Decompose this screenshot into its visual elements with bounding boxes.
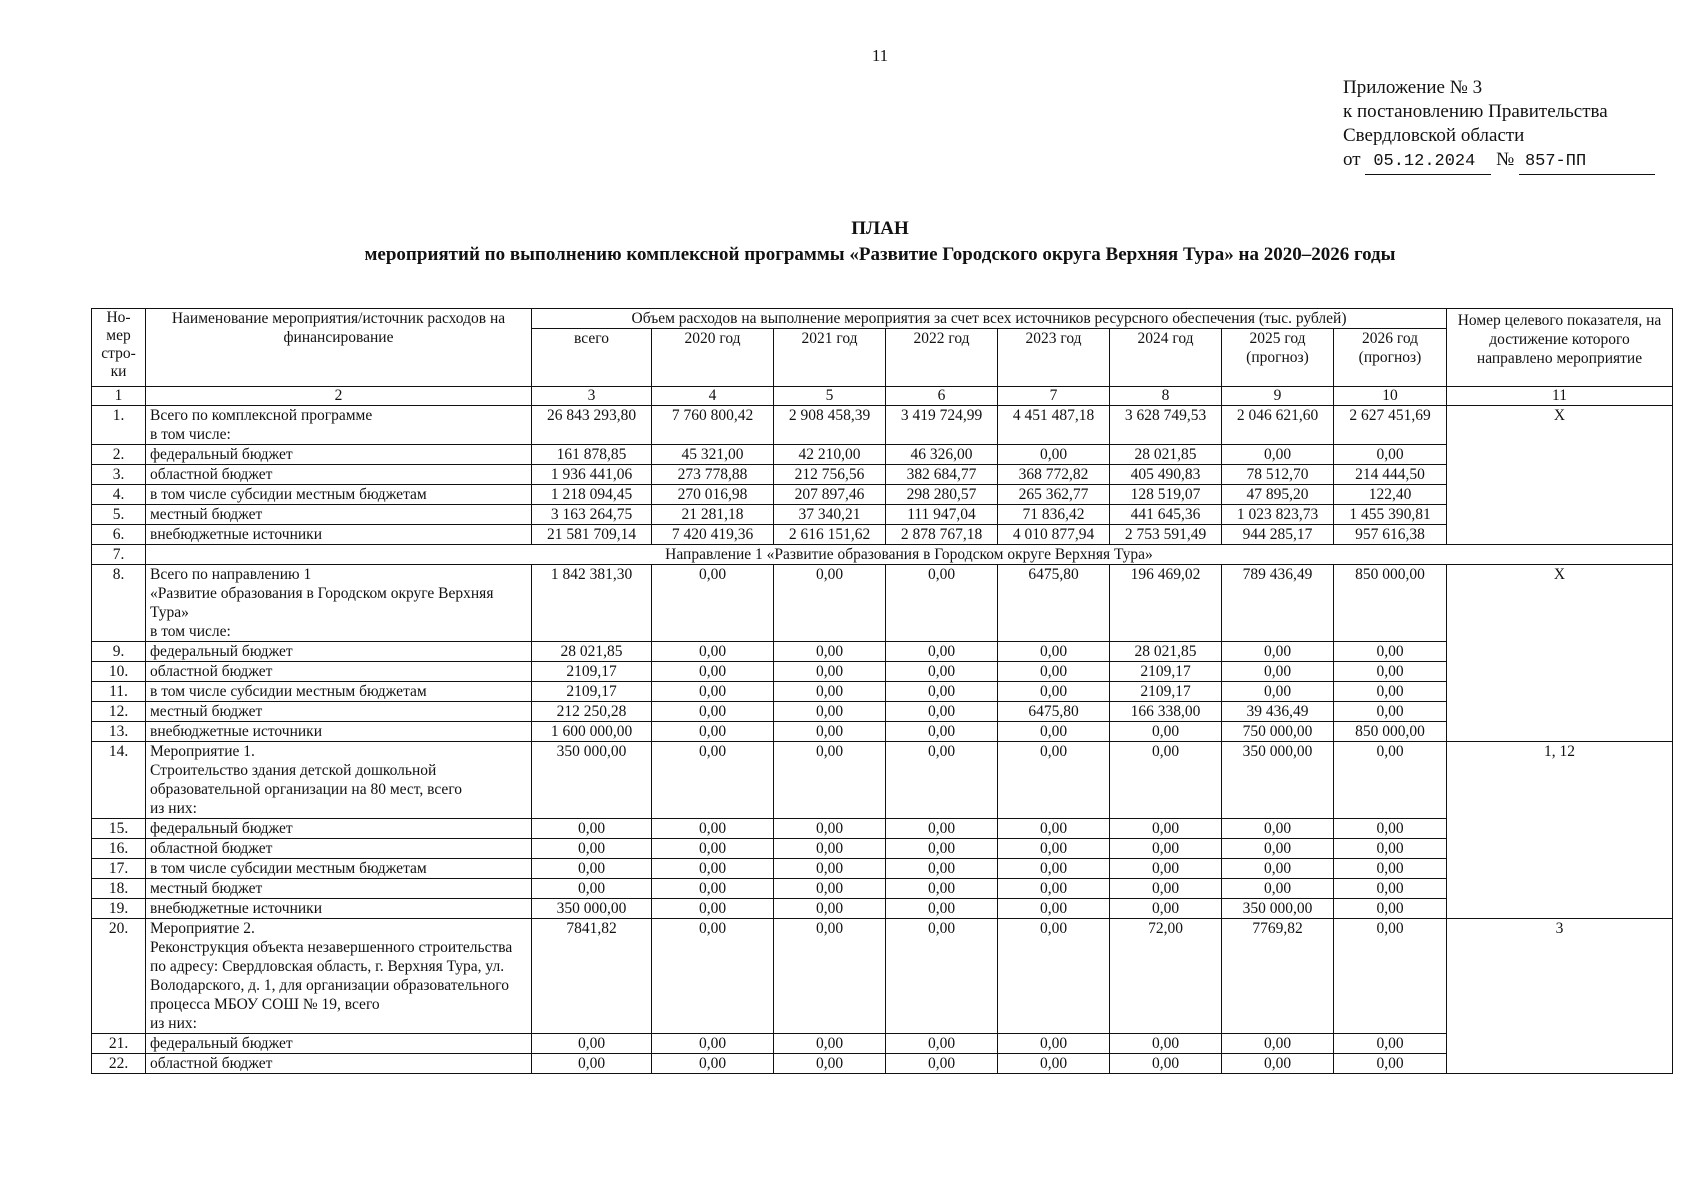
page-number: 11 <box>871 46 889 65</box>
amount-cell: 1 936 441,06 <box>532 465 652 485</box>
item-name-cell: Всего по комплексной программе в том числе: <box>146 406 532 445</box>
row-number-cell: 15. <box>92 819 146 839</box>
amount-cell: 0,00 <box>1334 662 1447 682</box>
amount-cell: 21 281,18 <box>652 505 774 525</box>
row-number-cell: 2. <box>92 445 146 465</box>
column-index-cell: 7 <box>998 387 1110 406</box>
table-row <box>92 406 1673 445</box>
amount-cell: 0,00 <box>652 662 774 682</box>
appendix-line-1: Приложение № 3 <box>1343 77 1483 98</box>
header-year-2020: 2020 год <box>652 329 774 387</box>
amount-cell: 0,00 <box>1334 445 1447 465</box>
row-number-cell: 6. <box>92 525 146 545</box>
amount-cell: 0,00 <box>998 859 1110 879</box>
amount-cell: 273 778,88 <box>652 465 774 485</box>
table-row <box>92 1034 1673 1054</box>
item-name-cell: федеральный бюджет <box>146 1034 532 1054</box>
amount-cell: 350 000,00 <box>532 899 652 919</box>
row-number-cell: 20. <box>92 919 146 1034</box>
amount-cell: 0,00 <box>886 565 998 642</box>
amount-cell: 72,00 <box>1110 919 1222 1034</box>
target-indicator-cell: Х <box>1447 406 1673 545</box>
table-row <box>92 525 1673 545</box>
amount-cell: 7769,82 <box>1222 919 1334 1034</box>
amount-cell: 196 469,02 <box>1110 565 1222 642</box>
amount-cell: 0,00 <box>1334 859 1447 879</box>
header-year-2025: 2025 год (прогноз) <box>1222 329 1334 387</box>
amount-cell: 0,00 <box>774 919 886 1034</box>
amount-cell: 0,00 <box>652 1034 774 1054</box>
row-number-cell: 17. <box>92 859 146 879</box>
amount-cell: 0,00 <box>1110 1034 1222 1054</box>
amount-cell: 0,00 <box>652 839 774 859</box>
column-index-cell: 3 <box>532 387 652 406</box>
amount-cell: 4 451 487,18 <box>998 406 1110 445</box>
column-index-cell: 5 <box>774 387 886 406</box>
amount-cell: 405 490,83 <box>1110 465 1222 485</box>
row-number-cell: 13. <box>92 722 146 742</box>
amount-cell: 0,00 <box>998 1034 1110 1054</box>
amount-cell: 0,00 <box>532 839 652 859</box>
amount-cell: 0,00 <box>774 642 886 662</box>
amount-cell: 0,00 <box>1334 839 1447 859</box>
amount-cell: 0,00 <box>774 1054 886 1074</box>
amount-cell: 21 581 709,14 <box>532 525 652 545</box>
amount-cell: 7841,82 <box>532 919 652 1034</box>
table-row <box>92 545 1673 565</box>
amount-cell: 0,00 <box>1334 919 1447 1034</box>
plan-table <box>91 308 1673 1074</box>
amount-cell: 0,00 <box>998 722 1110 742</box>
item-name-cell: местный бюджет <box>146 702 532 722</box>
amount-cell: 0,00 <box>1222 445 1334 465</box>
amount-cell: 28 021,85 <box>532 642 652 662</box>
header-year-2024: 2024 год <box>1110 329 1222 387</box>
item-name-cell: в том числе субсидии местным бюджетам <box>146 859 532 879</box>
table-row <box>92 919 1673 1034</box>
amount-cell: 122,40 <box>1334 485 1447 505</box>
amount-cell: 382 684,77 <box>886 465 998 485</box>
amount-cell: 0,00 <box>652 565 774 642</box>
amount-cell: 42 210,00 <box>774 445 886 465</box>
table-row <box>92 662 1673 682</box>
amount-cell: 0,00 <box>774 702 886 722</box>
amount-cell: 0,00 <box>652 642 774 662</box>
row-number-cell: 16. <box>92 839 146 859</box>
amount-cell: 0,00 <box>886 662 998 682</box>
amount-cell: 0,00 <box>998 742 1110 819</box>
item-name-cell: в том числе субсидии местным бюджетам <box>146 485 532 505</box>
row-number-cell: 12. <box>92 702 146 722</box>
amount-cell: 4 010 877,94 <box>998 525 1110 545</box>
amount-cell: 0,00 <box>1334 742 1447 819</box>
document-title <box>0 216 1699 268</box>
amount-cell: 78 512,70 <box>1222 465 1334 485</box>
amount-cell: 1 455 390,81 <box>1334 505 1447 525</box>
header-target: Номер целевого показателя, на достижение которого направлено мероприятие <box>1447 309 1673 387</box>
amount-cell: 0,00 <box>1334 642 1447 662</box>
column-index-cell: 8 <box>1110 387 1222 406</box>
amount-cell: 37 340,21 <box>774 505 886 525</box>
column-index-cell: 11 <box>1447 387 1673 406</box>
table-row <box>92 722 1673 742</box>
amount-cell: 207 897,46 <box>774 485 886 505</box>
row-number-cell: 9. <box>92 642 146 662</box>
amount-cell: 298 280,57 <box>886 485 998 505</box>
amount-cell: 0,00 <box>886 682 998 702</box>
title-line-2: мероприятий по выполнению комплексной программы «Развитие Городского округа Верхняя Тура» на 2020–2026 годы <box>364 244 1396 265</box>
header-year-2026: 2026 год (прогноз) <box>1334 329 1447 387</box>
row-number-cell: 18. <box>92 879 146 899</box>
number-label: № <box>1496 149 1515 170</box>
header-year-2022: 2022 год <box>886 329 998 387</box>
amount-cell: 128 519,07 <box>1110 485 1222 505</box>
item-name-cell: в том числе субсидии местным бюджетам <box>146 682 532 702</box>
column-index-cell: 4 <box>652 387 774 406</box>
row-number-cell: 22. <box>92 1054 146 1074</box>
item-name-cell: областной бюджет <box>146 1054 532 1074</box>
item-name-cell: федеральный бюджет <box>146 642 532 662</box>
item-name-cell: областной бюджет <box>146 662 532 682</box>
amount-cell: 0,00 <box>886 1034 998 1054</box>
amount-cell: 2 908 458,39 <box>774 406 886 445</box>
amount-cell: 26 843 293,80 <box>532 406 652 445</box>
amount-cell: 0,00 <box>998 899 1110 919</box>
amount-cell: 0,00 <box>1222 1054 1334 1074</box>
amount-cell: 850 000,00 <box>1334 565 1447 642</box>
amount-cell: 2109,17 <box>1110 662 1222 682</box>
amount-cell: 45 321,00 <box>652 445 774 465</box>
header-year-2021: 2021 год <box>774 329 886 387</box>
amount-cell: 28 021,85 <box>1110 642 1222 662</box>
table-head <box>92 309 1673 387</box>
table-body <box>92 387 1673 1074</box>
amount-cell: 2 046 621,60 <box>1222 406 1334 445</box>
title-line-1: ПЛАН <box>851 218 909 239</box>
amount-cell: 0,00 <box>652 879 774 899</box>
amount-cell: 3 163 264,75 <box>532 505 652 525</box>
amount-cell: 265 362,77 <box>998 485 1110 505</box>
amount-cell: 350 000,00 <box>532 742 652 819</box>
amount-cell: 750 000,00 <box>1222 722 1334 742</box>
table-row <box>92 445 1673 465</box>
amount-cell: 0,00 <box>1222 839 1334 859</box>
item-name-cell: местный бюджет <box>146 505 532 525</box>
table-row <box>92 485 1673 505</box>
amount-cell: 0,00 <box>998 839 1110 859</box>
amount-cell: 0,00 <box>886 742 998 819</box>
item-name-cell: федеральный бюджет <box>146 445 532 465</box>
amount-cell: 0,00 <box>774 682 886 702</box>
table-row <box>92 642 1673 662</box>
row-number-cell: 21. <box>92 1034 146 1054</box>
amount-cell: 2109,17 <box>532 682 652 702</box>
amount-cell: 6475,80 <box>998 565 1110 642</box>
amount-cell: 0,00 <box>886 702 998 722</box>
amount-cell: 957 616,38 <box>1334 525 1447 545</box>
amount-cell: 0,00 <box>998 819 1110 839</box>
column-index-cell: 9 <box>1222 387 1334 406</box>
amount-cell: 0,00 <box>1334 1054 1447 1074</box>
amount-cell: 6475,80 <box>998 702 1110 722</box>
amount-cell: 0,00 <box>886 919 998 1034</box>
amount-cell: 3 419 724,99 <box>886 406 998 445</box>
item-name-cell: внебюджетные источники <box>146 722 532 742</box>
amount-cell: 2 878 767,18 <box>886 525 998 545</box>
amount-cell: 1 600 000,00 <box>532 722 652 742</box>
amount-cell: 0,00 <box>886 899 998 919</box>
amount-cell: 0,00 <box>998 445 1110 465</box>
amount-cell: 0,00 <box>774 742 886 819</box>
item-name-cell: Мероприятие 2. Реконструкция объекта незавершенного строительства по адресу: Свердловская область, г. Верхняя Тура, ул. Володарского, д. 1, для организации образовательного процесса МБОУ СОШ № 19, всего из них: <box>146 919 532 1034</box>
item-name-cell: местный бюджет <box>146 879 532 899</box>
row-number-cell: 5. <box>92 505 146 525</box>
amount-cell: 1 023 823,73 <box>1222 505 1334 525</box>
row-number-cell: 19. <box>92 899 146 919</box>
amount-cell: 212 250,28 <box>532 702 652 722</box>
row-number-cell: 3. <box>92 465 146 485</box>
direction-heading-cell: Направление 1 «Развитие образования в Городском округе Верхняя Тура» <box>146 545 1673 565</box>
amount-cell: 212 756,56 <box>774 465 886 485</box>
amount-cell: 0,00 <box>998 919 1110 1034</box>
amount-cell: 0,00 <box>886 819 998 839</box>
amount-cell: 368 772,82 <box>998 465 1110 485</box>
amount-cell: 111 947,04 <box>886 505 998 525</box>
resolution-number: 857-ПП <box>1519 150 1655 175</box>
amount-cell: 0,00 <box>532 879 652 899</box>
amount-cell: 0,00 <box>774 722 886 742</box>
table-row <box>92 742 1673 819</box>
row-number-cell: 1. <box>92 406 146 445</box>
table-row <box>92 839 1673 859</box>
amount-cell: 0,00 <box>652 819 774 839</box>
amount-cell: 0,00 <box>532 819 652 839</box>
amount-cell: 350 000,00 <box>1222 742 1334 819</box>
amount-cell: 0,00 <box>1110 859 1222 879</box>
amount-cell: 0,00 <box>998 1054 1110 1074</box>
amount-cell: 0,00 <box>652 899 774 919</box>
amount-cell: 944 285,17 <box>1222 525 1334 545</box>
amount-cell: 0,00 <box>1110 722 1222 742</box>
row-number-cell: 8. <box>92 565 146 642</box>
resolution-date: 05.12.2024 <box>1365 150 1491 175</box>
amount-cell: 166 338,00 <box>1110 702 1222 722</box>
amount-cell: 0,00 <box>1334 899 1447 919</box>
amount-cell: 28 021,85 <box>1110 445 1222 465</box>
amount-cell: 39 436,49 <box>1222 702 1334 722</box>
amount-cell: 0,00 <box>1222 642 1334 662</box>
appendix-line-2: к постановлению Правительства <box>1343 101 1608 122</box>
item-name-cell: областной бюджет <box>146 839 532 859</box>
column-index-cell: 10 <box>1334 387 1447 406</box>
table-row <box>92 682 1673 702</box>
amount-cell: 0,00 <box>886 879 998 899</box>
target-indicator-cell: 3 <box>1447 919 1673 1074</box>
amount-cell: 0,00 <box>1334 819 1447 839</box>
header-name: Наименование мероприятия/источник расходов на финансирование <box>146 309 532 387</box>
amount-cell: 0,00 <box>1222 1034 1334 1054</box>
target-indicator-cell: 1, 12 <box>1447 742 1673 919</box>
amount-cell: 2109,17 <box>1110 682 1222 702</box>
table-row <box>92 819 1673 839</box>
amount-cell: 0,00 <box>774 819 886 839</box>
item-name-cell: областной бюджет <box>146 465 532 485</box>
amount-cell: 2109,17 <box>532 662 652 682</box>
amount-cell: 270 016,98 <box>652 485 774 505</box>
amount-cell: 3 628 749,53 <box>1110 406 1222 445</box>
appendix-block <box>1343 76 1655 175</box>
amount-cell: 0,00 <box>886 1054 998 1074</box>
amount-cell: 47 895,20 <box>1222 485 1334 505</box>
amount-cell: 0,00 <box>1110 899 1222 919</box>
amount-cell: 0,00 <box>1222 682 1334 702</box>
amount-cell: 7 420 419,36 <box>652 525 774 545</box>
amount-cell: 0,00 <box>886 859 998 879</box>
amount-cell: 0,00 <box>998 642 1110 662</box>
amount-cell: 2 616 151,62 <box>774 525 886 545</box>
amount-cell: 7 760 800,42 <box>652 406 774 445</box>
from-label: от <box>1343 149 1361 170</box>
amount-cell: 0,00 <box>1110 1054 1222 1074</box>
header-row-1 <box>92 309 1673 329</box>
amount-cell: 0,00 <box>1334 702 1447 722</box>
amount-cell: 441 645,36 <box>1110 505 1222 525</box>
appendix-line-3: Свердловской области <box>1343 125 1525 146</box>
amount-cell: 0,00 <box>1110 839 1222 859</box>
table-row <box>92 505 1673 525</box>
amount-cell: 0,00 <box>532 1054 652 1074</box>
amount-cell: 2 753 591,49 <box>1110 525 1222 545</box>
amount-cell: 0,00 <box>886 642 998 662</box>
amount-cell: 0,00 <box>998 682 1110 702</box>
amount-cell: 161 878,85 <box>532 445 652 465</box>
amount-cell: 0,00 <box>886 839 998 859</box>
amount-cell: 0,00 <box>1110 819 1222 839</box>
column-index-cell: 6 <box>886 387 998 406</box>
amount-cell: 0,00 <box>1110 879 1222 899</box>
amount-cell: 789 436,49 <box>1222 565 1334 642</box>
amount-cell: 0,00 <box>652 1054 774 1074</box>
row-number-cell: 14. <box>92 742 146 819</box>
table-row <box>92 702 1673 722</box>
amount-cell: 0,00 <box>998 879 1110 899</box>
item-name-cell: Всего по направлению 1 «Развитие образования в Городском округе Верхняя Тура» в том числе: <box>146 565 532 642</box>
item-name-cell: Мероприятие 1. Строительство здания детской дошкольной образовательной организации на 80 мест, всего из них: <box>146 742 532 819</box>
table-row <box>92 1054 1673 1074</box>
amount-cell: 0,00 <box>652 722 774 742</box>
amount-cell: 0,00 <box>774 879 886 899</box>
table-row <box>92 859 1673 879</box>
amount-cell: 0,00 <box>1334 879 1447 899</box>
amount-cell: 71 836,42 <box>998 505 1110 525</box>
column-index-cell: 1 <box>92 387 146 406</box>
amount-cell: 0,00 <box>1222 819 1334 839</box>
appendix-date-line <box>1343 148 1655 175</box>
row-number-cell: 4. <box>92 485 146 505</box>
amount-cell: 0,00 <box>998 662 1110 682</box>
amount-cell: 350 000,00 <box>1222 899 1334 919</box>
amount-cell: 0,00 <box>774 839 886 859</box>
item-name-cell: федеральный бюджет <box>146 819 532 839</box>
table-row <box>92 879 1673 899</box>
amount-cell: 46 326,00 <box>886 445 998 465</box>
column-index-row <box>92 387 1673 406</box>
amount-cell: 850 000,00 <box>1334 722 1447 742</box>
header-year-2023: 2023 год <box>998 329 1110 387</box>
amount-cell: 0,00 <box>652 682 774 702</box>
item-name-cell: внебюджетные источники <box>146 525 532 545</box>
amount-cell: 0,00 <box>774 662 886 682</box>
amount-cell: 0,00 <box>1110 742 1222 819</box>
amount-cell: 0,00 <box>1222 879 1334 899</box>
table-row <box>92 465 1673 485</box>
amount-cell: 0,00 <box>1334 1034 1447 1054</box>
header-year-total: всего <box>532 329 652 387</box>
amount-cell: 0,00 <box>1222 662 1334 682</box>
header-row-number: Но- мер стро- ки <box>92 309 146 387</box>
item-name-cell: внебюджетные источники <box>146 899 532 919</box>
table-row <box>92 899 1673 919</box>
header-volume: Объем расходов на выполнение мероприятия за счет всех источников ресурсного обеспечения (тыс. рублей) <box>532 309 1447 329</box>
amount-cell: 0,00 <box>774 1034 886 1054</box>
amount-cell: 214 444,50 <box>1334 465 1447 485</box>
amount-cell: 0,00 <box>774 899 886 919</box>
amount-cell: 0,00 <box>532 1034 652 1054</box>
amount-cell: 0,00 <box>774 859 886 879</box>
amount-cell: 0,00 <box>652 702 774 722</box>
amount-cell: 0,00 <box>1222 859 1334 879</box>
amount-cell: 0,00 <box>532 859 652 879</box>
row-number-cell: 7. <box>92 545 146 565</box>
amount-cell: 1 842 381,30 <box>532 565 652 642</box>
amount-cell: 0,00 <box>652 742 774 819</box>
amount-cell: 0,00 <box>886 722 998 742</box>
row-number-cell: 11. <box>92 682 146 702</box>
table-row <box>92 565 1673 642</box>
amount-cell: 1 218 094,45 <box>532 485 652 505</box>
target-indicator-cell: Х <box>1447 565 1673 742</box>
amount-cell: 0,00 <box>652 919 774 1034</box>
column-index-cell: 2 <box>146 387 532 406</box>
amount-cell: 2 627 451,69 <box>1334 406 1447 445</box>
amount-cell: 0,00 <box>1334 682 1447 702</box>
row-number-cell: 10. <box>92 662 146 682</box>
amount-cell: 0,00 <box>652 859 774 879</box>
amount-cell: 0,00 <box>774 565 886 642</box>
